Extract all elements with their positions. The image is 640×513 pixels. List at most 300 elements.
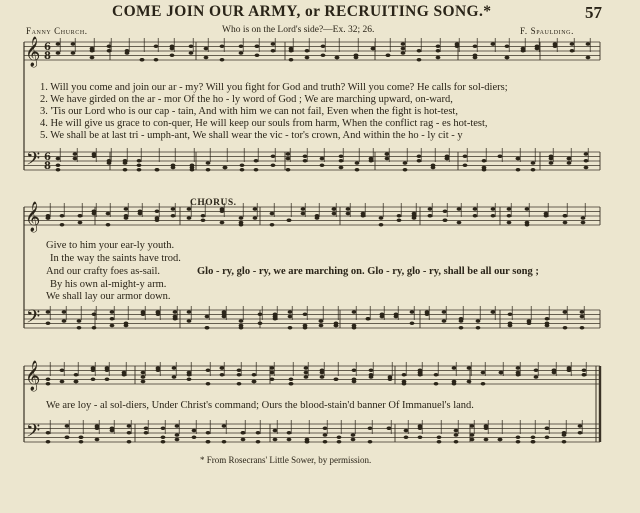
note-head: [271, 42, 276, 46]
verse-line: 5. We shall be at last tri - umph-ant, We shall wear the vic - tor's crown, And within the ho - ly cit - y: [40, 130, 463, 141]
note-head: [534, 375, 539, 379]
note-head: [256, 440, 261, 444]
note-head: [161, 440, 166, 444]
note-head: [481, 371, 486, 375]
note-head: [271, 163, 276, 167]
note-head: [567, 161, 572, 165]
note-head: [315, 216, 320, 220]
note-head: [155, 209, 160, 213]
note-head: [549, 154, 554, 158]
svg-text:𝄢: 𝄢: [26, 149, 41, 174]
note-head: [46, 377, 51, 381]
note-head: [201, 218, 206, 222]
note-head: [78, 221, 83, 225]
note-head: [369, 368, 374, 372]
note-head: [505, 56, 510, 60]
verse-line: 1. Will you come and join our ar - my? Will you fight for God and truth? Will you come? He calls for sol-diers;: [40, 82, 508, 93]
note-head: [273, 429, 278, 433]
note-head: [141, 371, 146, 375]
note-head: [437, 435, 442, 439]
note-head: [105, 377, 110, 381]
note-head: [107, 44, 112, 48]
note-head: [531, 440, 536, 444]
note-head: [255, 44, 260, 48]
note-head: [155, 168, 160, 172]
note-head: [173, 317, 178, 321]
chorus-label: CHORUS.: [190, 198, 237, 208]
note-head: [286, 157, 291, 161]
note-head: [206, 368, 211, 372]
note-head: [144, 431, 149, 435]
note-head: [288, 326, 293, 330]
note-head: [289, 382, 294, 386]
note-head: [431, 166, 436, 170]
note-head: [401, 51, 406, 55]
note-head: [154, 44, 159, 48]
note-head: [361, 212, 366, 216]
note-head: [90, 47, 95, 51]
note-head: [401, 42, 406, 46]
note-head: [241, 438, 246, 442]
note-head: [498, 438, 503, 442]
note-head: [521, 49, 526, 53]
note-head: [553, 42, 558, 46]
note-head: [270, 371, 275, 375]
note-head: [156, 312, 161, 316]
svg-text:𝄢: 𝄢: [26, 421, 41, 446]
note-head: [240, 168, 245, 172]
note-head: [387, 426, 392, 430]
note-head: [320, 157, 325, 161]
note-head: [549, 161, 554, 165]
note-head: [452, 366, 457, 370]
verse-ending: Give to him your ear-ly youth.: [46, 240, 175, 251]
footnote: * From Rosecrans' Little Sower, by permission.: [200, 455, 372, 465]
note-head: [491, 214, 496, 218]
note-head: [470, 438, 475, 442]
note-head: [90, 56, 95, 60]
note-head: [220, 44, 225, 48]
note-head: [351, 433, 356, 437]
svg-text:6: 6: [44, 152, 51, 163]
note-head: [137, 159, 142, 163]
note-head: [368, 426, 373, 430]
note-head: [106, 223, 111, 227]
note-head: [334, 321, 339, 325]
note-head: [138, 209, 143, 213]
note-head: [397, 214, 402, 218]
note-head: [417, 154, 422, 158]
note-head: [454, 429, 459, 433]
hymn-title: COME JOIN OUR ARMY, or RECRUITING SONG.*: [112, 3, 492, 20]
note-head: [189, 44, 194, 48]
note-head: [334, 377, 339, 381]
note-head: [525, 207, 530, 211]
note-head: [481, 382, 486, 386]
note-head: [499, 371, 504, 375]
note-head: [192, 435, 197, 439]
note-head: [56, 168, 61, 172]
note-head: [206, 168, 211, 172]
note-head: [339, 159, 344, 163]
note-head: [305, 49, 310, 53]
note-head: [508, 321, 513, 325]
note-head: [434, 373, 439, 377]
note-head: [578, 424, 583, 428]
svg-text:𝄞: 𝄞: [25, 37, 41, 67]
note-head: [253, 216, 258, 220]
note-head: [125, 49, 130, 53]
note-head: [352, 368, 357, 372]
note-head: [171, 166, 176, 170]
note-head: [170, 44, 175, 48]
note-head: [187, 373, 192, 377]
note-head: [321, 44, 326, 48]
note-head: [507, 221, 512, 225]
note-head: [323, 426, 328, 430]
note-head: [127, 424, 132, 428]
note-head: [535, 47, 540, 51]
note-head: [141, 312, 146, 316]
note-head: [187, 377, 192, 381]
note-head: [567, 157, 572, 161]
svg-text:𝄞: 𝄞: [25, 202, 41, 232]
note-head: [287, 218, 292, 222]
note-head: [418, 373, 423, 377]
note-head: [434, 382, 439, 386]
note-head: [563, 326, 568, 330]
note-head: [110, 317, 115, 321]
note-head: [584, 166, 589, 170]
note-head: [516, 168, 521, 172]
note-head: [172, 366, 177, 370]
note-head: [507, 207, 512, 211]
note-head: [239, 216, 244, 220]
note-head: [443, 218, 448, 222]
note-head: [369, 375, 374, 379]
note-head: [187, 216, 192, 220]
note-head: [545, 426, 550, 430]
note-head: [418, 368, 423, 372]
note-head: [106, 212, 111, 216]
note-head: [463, 154, 468, 158]
note-head: [337, 435, 342, 439]
note-head: [442, 319, 447, 323]
note-head: [482, 159, 487, 163]
note-head: [562, 440, 567, 444]
note-head: [339, 166, 344, 170]
note-head: [570, 42, 575, 46]
note-head: [443, 209, 448, 213]
note-head: [239, 51, 244, 55]
note-head: [56, 163, 61, 167]
note-head: [332, 207, 337, 211]
note-head: [91, 377, 96, 381]
note-head: [222, 440, 227, 444]
note-head: [171, 207, 176, 211]
svg-text:6: 6: [44, 42, 51, 53]
note-head: [192, 429, 197, 433]
note-head: [254, 168, 259, 172]
note-head: [354, 53, 359, 57]
note-head: [437, 440, 442, 444]
note-head: [220, 373, 225, 377]
note-head: [252, 373, 257, 377]
note-head: [187, 310, 192, 314]
note-head: [60, 223, 65, 227]
note-head: [582, 368, 587, 372]
note-head: [273, 438, 278, 442]
note-head: [255, 53, 260, 57]
note-head: [71, 42, 76, 46]
note-head: [482, 166, 487, 170]
note-head: [79, 440, 84, 444]
note-head: [46, 431, 51, 435]
note-head: [122, 373, 127, 377]
note-head: [457, 207, 462, 211]
note-head: [172, 375, 177, 379]
note-head: [484, 424, 489, 428]
note-head: [222, 315, 227, 319]
note-head: [410, 321, 415, 325]
note-head: [258, 321, 263, 325]
verse-ending: And our crafty foes as-sail.: [46, 266, 161, 277]
note-head: [545, 435, 550, 439]
note-head: [436, 44, 441, 48]
note-head: [220, 58, 225, 62]
note-head: [417, 49, 422, 53]
note-head: [491, 42, 496, 46]
note-head: [455, 44, 460, 48]
note-head: [256, 431, 261, 435]
note-head: [127, 440, 132, 444]
note-head: [206, 440, 211, 444]
note-head: [303, 324, 308, 328]
note-head: [404, 429, 409, 433]
note-head: [201, 214, 206, 218]
note-head: [270, 212, 275, 216]
note-head: [516, 371, 521, 375]
note-head: [301, 212, 306, 216]
note-head: [92, 312, 97, 316]
note-head: [457, 221, 462, 225]
note-head: [206, 382, 211, 386]
note-head: [60, 214, 65, 218]
note-head: [303, 159, 308, 163]
note-head: [320, 368, 325, 372]
note-head: [452, 382, 457, 386]
note-head: [223, 166, 228, 170]
note-head: [436, 56, 441, 60]
note-head: [567, 368, 572, 372]
note-head: [563, 221, 568, 225]
note-head: [77, 326, 82, 330]
note-head: [516, 440, 521, 444]
page-number: 57: [585, 3, 602, 22]
note-head: [95, 438, 100, 442]
note-head: [346, 212, 351, 216]
note-head: [288, 315, 293, 319]
note-head: [323, 433, 328, 437]
svg-text:8: 8: [44, 161, 51, 172]
note-head: [289, 49, 294, 53]
note-head: [46, 382, 51, 386]
note-head: [531, 161, 536, 165]
note-head: [204, 56, 209, 60]
note-head: [73, 157, 78, 161]
note-head: [454, 433, 459, 437]
note-head: [304, 371, 309, 375]
note-head: [271, 49, 276, 53]
note-head: [379, 216, 384, 220]
note-head: [141, 380, 146, 384]
note-head: [545, 324, 550, 328]
note-head: [346, 207, 351, 211]
note-head: [289, 377, 294, 381]
note-head: [253, 207, 258, 211]
note-head: [206, 431, 211, 435]
note-head: [154, 58, 159, 62]
note-head: [301, 207, 306, 211]
note-head: [270, 377, 275, 381]
note-head: [467, 366, 472, 370]
note-head: [352, 380, 357, 384]
note-head: [379, 223, 384, 227]
note-head: [320, 163, 325, 167]
note-head: [74, 373, 79, 377]
note-head: [516, 157, 521, 161]
note-head: [369, 157, 374, 161]
note-head: [187, 319, 192, 323]
note-head: [323, 440, 328, 444]
note-head: [319, 319, 324, 323]
note-head: [412, 214, 417, 218]
note-head: [56, 51, 61, 55]
note-head: [403, 161, 408, 165]
note-head: [586, 42, 591, 46]
note-head: [239, 223, 244, 227]
note-head: [505, 44, 510, 48]
note-head: [239, 326, 244, 330]
note-head: [286, 168, 291, 172]
note-head: [584, 159, 589, 163]
note-head: [578, 431, 583, 435]
note-head: [288, 310, 293, 314]
note-head: [65, 424, 70, 428]
note-head: [137, 163, 142, 167]
note-head: [237, 382, 242, 386]
note-head: [552, 371, 557, 375]
note-head: [56, 42, 61, 46]
note-head: [305, 440, 310, 444]
note-head: [175, 438, 180, 442]
note-head: [205, 326, 210, 330]
note-head: [78, 214, 83, 218]
note-head: [470, 433, 475, 437]
note-head: [402, 373, 407, 377]
note-head: [332, 212, 337, 216]
note-head: [531, 168, 536, 172]
note-head: [289, 58, 294, 62]
note-head: [237, 373, 242, 377]
note-head: [394, 315, 399, 319]
note-head: [355, 161, 360, 165]
note-head: [563, 214, 568, 218]
note-head: [258, 312, 263, 316]
note-head: [508, 312, 513, 316]
note-head: [273, 312, 278, 316]
note-head: [355, 168, 360, 172]
note-head: [270, 223, 275, 227]
note-head: [491, 310, 496, 314]
note-head: [107, 49, 112, 53]
note-head: [531, 435, 536, 439]
note-head: [239, 319, 244, 323]
note-head: [402, 380, 407, 384]
note-head: [62, 319, 67, 323]
note-head: [397, 218, 402, 222]
note-head: [491, 207, 496, 211]
note-head: [335, 56, 340, 60]
note-head: [65, 435, 70, 439]
note-head: [303, 312, 308, 316]
note-head: [303, 154, 308, 158]
note-head: [110, 324, 115, 328]
note-head: [544, 214, 549, 218]
note-head: [473, 44, 478, 48]
note-head: [124, 207, 129, 211]
note-head: [410, 310, 415, 314]
verse-line: 4. He will give us grace to con-quer, He will keep our souls from harm, When the conflict rag - es hot-test,: [40, 118, 488, 129]
note-head: [105, 368, 110, 372]
note-head: [220, 366, 225, 370]
note-head: [271, 154, 276, 158]
note-head: [46, 440, 51, 444]
note-head: [171, 214, 176, 218]
note-head: [351, 438, 356, 442]
note-head: [123, 168, 128, 172]
note-head: [305, 56, 310, 60]
note-head: [582, 373, 587, 377]
chorus-line-1: Glo - ry, glo - ry, we are marching on. Glo - ry, glo - ry, shall be all our song ;: [197, 266, 539, 277]
note-head: [436, 49, 441, 53]
note-head: [516, 366, 521, 370]
note-head: [580, 310, 585, 314]
note-head: [71, 51, 76, 55]
verse-ending: In the way the saints have trod.: [50, 253, 181, 264]
note-head: [155, 218, 160, 222]
note-head: [110, 310, 115, 314]
note-head: [321, 53, 326, 57]
note-head: [473, 214, 478, 218]
note-head: [498, 154, 503, 158]
note-head: [581, 221, 586, 225]
note-head: [107, 159, 112, 163]
note-head: [319, 324, 324, 328]
note-head: [189, 51, 194, 55]
note-head: [95, 424, 100, 428]
note-head: [144, 426, 149, 430]
note-head: [304, 375, 309, 379]
note-head: [123, 159, 128, 163]
note-head: [92, 326, 97, 330]
note-head: [339, 154, 344, 158]
note-head: [388, 375, 393, 379]
note-head: [516, 435, 521, 439]
note-head: [241, 431, 246, 435]
note-head: [62, 310, 67, 314]
lyricist-credit: Fanny Church.: [26, 26, 88, 36]
